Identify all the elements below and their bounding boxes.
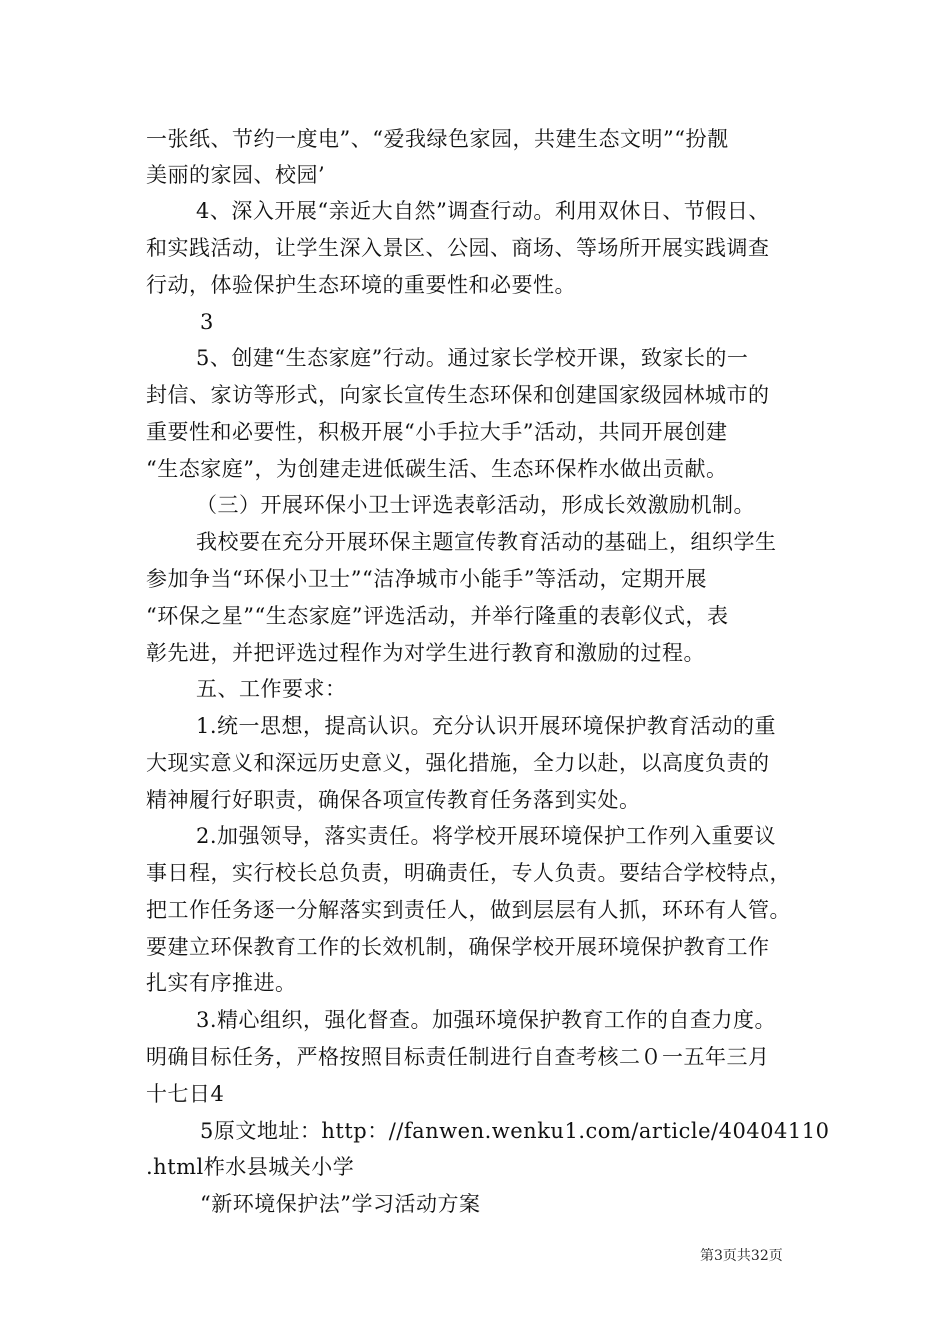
text-line-23: 要建立环保教育工作的长效机制，确保学校开展环境保护教育工作 (146, 935, 770, 959)
section-heading-5: 五、工作要求： (196, 677, 347, 701)
text-line-3: 4、深入开展“亲近大自然”调查行动。利用双休日、节假日、 (196, 199, 770, 223)
text-line-8: 封信、家访等形式，向家长宣传生态环保和创建国家级园林城市的 (146, 383, 770, 407)
text-line-15: 彰先进，并把评选过程作为对学生进行教育和激励的过程。 (146, 641, 705, 665)
text-line-18: 大现实意义和深远历史意义，强化措施，全力以赴，以高度负责的 (146, 751, 770, 775)
page-number-marker: 3 (200, 310, 214, 334)
document-title: “新环境保护法”学习活动方案 (200, 1192, 481, 1216)
page-footer: 第3页共32页 (700, 1248, 783, 1264)
text-line-1: 一张纸、节约一度电”、“爱我绿色家园，共建生态文明”“扮靓 (146, 127, 729, 151)
text-line-2: 美丽的家园、校园’ (146, 163, 326, 187)
section-heading-3: （三）开展环保小卫士评选表彰活动，形成长效激励机制。 (196, 493, 755, 517)
text-line-22: 把工作任务逐一分解落实到责任人，做到层层有人抓，环环有人管。 (146, 898, 791, 922)
text-line-9: 重要性和必要性，积极开展“小手拉大手”活动，共同开展创建 (146, 420, 728, 444)
text-line-7: 5、创建“生态家庭”行动。通过家长学校开课，致家长的一 (196, 346, 749, 370)
text-line-19: 精神履行好职责，确保各项宣传教育任务落到实处。 (146, 788, 641, 812)
text-line-27: 十七日4 (146, 1082, 225, 1106)
text-line-12: 我校要在充分开展环保主题宣传教育活动的基础上，组织学生 (196, 530, 777, 554)
text-line-29: .html柞水县城关小学 (146, 1155, 355, 1179)
text-line-4: 和实践活动，让学生深入景区、公园、商场、等场所开展实践调查 (146, 236, 770, 260)
text-line-14: “环保之星”“生态家庭”评选活动，并举行隆重的表彰仪式，表 (146, 604, 729, 628)
text-line-5: 行动，体验保护生态环境的重要性和必要性。 (146, 273, 576, 297)
text-line-20: 2.加强领导，落实责任。将学校开展环境保护工作列入重要议 (196, 824, 777, 848)
text-line-13: 参加争当“环保小卫士”“洁净城市小能手”等活动，定期开展 (146, 567, 707, 591)
text-line-21: 事日程，实行校长总负责，明确责任，专人负责。要结合学校特点， (146, 861, 791, 885)
text-line-10: “生态家庭”，为创建走进低碳生活、生态环保柞水做出贡献。 (146, 457, 728, 481)
text-line-17: 1.统一思想，提高认识。充分认识开展环境保护教育活动的重 (196, 714, 777, 738)
source-url-line: 5原文地址：http：//fanwen.wenku1.com/article/40404110 (200, 1119, 830, 1143)
text-line-25: 3.精心组织，强化督查。加强环境保护教育工作的自查力度。 (196, 1008, 777, 1032)
text-line-24: 扎实有序推进。 (146, 971, 297, 995)
text-line-26: 明确目标任务，严格按照目标责任制进行自查考核二０一五年三月 (146, 1045, 770, 1069)
